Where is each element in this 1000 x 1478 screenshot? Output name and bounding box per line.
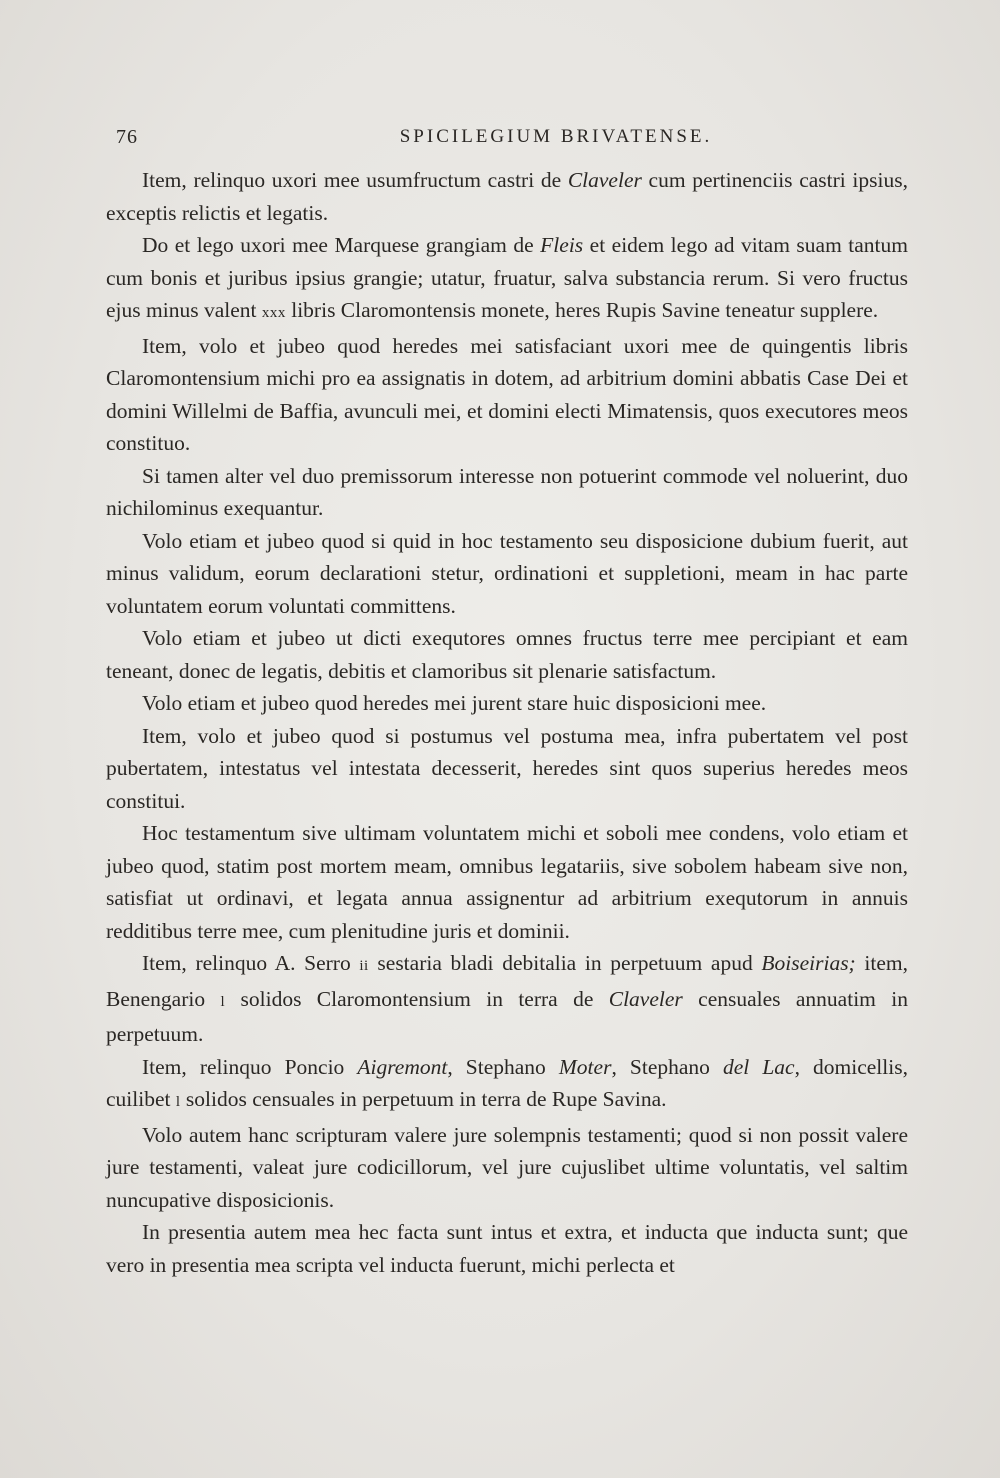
- text-segment: , Stephano: [611, 1054, 723, 1079]
- text-segment: sestaria bladi debitalia in perpetuum apud: [368, 951, 762, 975]
- text-segment: , Stephano: [447, 1054, 559, 1079]
- paragraph: [106, 525, 908, 623]
- text-segment: solidos censuales in perpetuum in terra de Rupe Savina.: [180, 1087, 667, 1111]
- paragraph: [106, 1119, 908, 1217]
- text-segment: Volo etiam et jubeo quod si quid in hoc testamento seu disposicione dubium fuerit, aut minus validum, eorum declarationi stetur, ordinationi et suppletioni, meam in hac parte voluntatem eorum voluntati committens.: [106, 528, 908, 618]
- text-segment: Item, volo et jubeo quod heredes mei satisfaciant uxori mee de quingentis libris Claromontensium michi pro ea assignatis in dotem, ad arbitrium domini abbatis Case Dei et domini Willelmi de Baffia, avunculi mei, et domini electi Mimatensis, quos executores meos constituo.: [106, 333, 908, 455]
- paragraph: [106, 947, 908, 1051]
- paragraph: [106, 330, 908, 460]
- text-segment: et eidem lego ad vitam suam tantum cum bonis et juribus ipsius grangie; utatur, fruatur, salva substancia rerum. Si vero fructus ejus minus valent: [106, 233, 909, 322]
- paragraph: [106, 1051, 908, 1119]
- text-segment: Hoc testamentum sive ultimam voluntatem michi et soboli mee condens, volo etiam et jubeo quod, statim post mortem meam, omnibus legatariis, sive sobolem habeam sive non, satisfiat ut ordinavi, et legata annua assignentur ad arbitrium exequtorum in annuis redditibus terre mee, cum plenitudine juris et dominii.: [106, 821, 908, 943]
- text-segment: Item, volo et jubeo quod si postumus vel postuma mea, infra pubertatem vel post pubertatem, intestatus vel intestata decesserit, heredes sint quos superius heredes meos constitui.: [106, 723, 908, 813]
- running-head: [116, 126, 906, 156]
- text-segment: In presentia autem mea hec facta sunt intus et extra, et inducta que inducta sunt; que vero in presentia mea scripta vel inducta fuerunt, michi perlecta et: [106, 1220, 908, 1277]
- page-number: 76: [116, 126, 138, 148]
- text-segment: Volo autem hanc scripturam valere jure solempnis testamenti; quod si non possit valere jure testamenti, valeat jure codicillorum, vel jure cujuslibet ultime voluntatis, vel saltim nuncupative disposicionis.: [106, 1122, 908, 1212]
- text-segment: Si tamen alter vel duo premissorum interesse non potuerint commode vel noluerint, duo nichilominus exequantur.: [106, 463, 908, 520]
- italic-term: Boiseirias;: [761, 951, 856, 975]
- roman-numeral: xxx: [261, 305, 286, 321]
- roman-numeral: ii: [359, 958, 369, 974]
- roman-numeral: l: [175, 1094, 181, 1110]
- italic-term: Claveler: [608, 986, 683, 1011]
- paragraph: [106, 1216, 908, 1281]
- paragraph: [106, 460, 908, 525]
- text-segment: Item, relinquo Poncio: [142, 1054, 358, 1079]
- italic-term: Claveler: [567, 168, 642, 192]
- text-segment: censuales annuatim in perpetuum.: [106, 986, 908, 1046]
- body-text: [106, 164, 908, 1281]
- text-segment: Item, relinquo A. Serro: [142, 951, 360, 975]
- italic-term: Fleis: [540, 233, 584, 257]
- text-segment: libris Claromontensis monete, heres Rupis Savine teneatur supplere.: [285, 298, 879, 322]
- text-segment: Volo etiam et jubeo ut dicti exequtores omnes fructus terre mee percipiant et eam teneant, donec de legatis, debitis et clamoribus sit plenarie satisfactum.: [106, 626, 908, 683]
- text-segment: cum pertinenciis castri ipsius, exceptis relictis et legatis.: [106, 168, 908, 225]
- paragraph: [106, 687, 908, 720]
- italic-term: Moter: [558, 1054, 612, 1079]
- italic-term: Aigremont: [357, 1054, 448, 1079]
- text-segment: Do et lego uxori mee Marquese grangiam de: [142, 233, 541, 257]
- paragraph: [106, 229, 908, 330]
- text-segment: Item, relinquo uxori mee usumfructum castri de: [142, 168, 568, 192]
- text-segment: , domicellis, cuilibet: [106, 1054, 908, 1111]
- italic-term: del Lac: [722, 1054, 795, 1079]
- running-title: SPICILEGIUM BRIVATENSE.: [399, 126, 713, 147]
- text-segment: item, Benengario: [106, 951, 908, 1011]
- paragraph: [106, 164, 908, 229]
- paragraph: [106, 817, 908, 947]
- text-segment: solidos Claromontensium in terra de: [225, 986, 609, 1011]
- roman-numeral: l: [220, 993, 226, 1010]
- paragraph: [106, 622, 908, 687]
- paragraph: [106, 720, 908, 818]
- text-segment: Volo etiam et jubeo quod heredes mei jurent stare huic disposicioni mee.: [142, 691, 767, 715]
